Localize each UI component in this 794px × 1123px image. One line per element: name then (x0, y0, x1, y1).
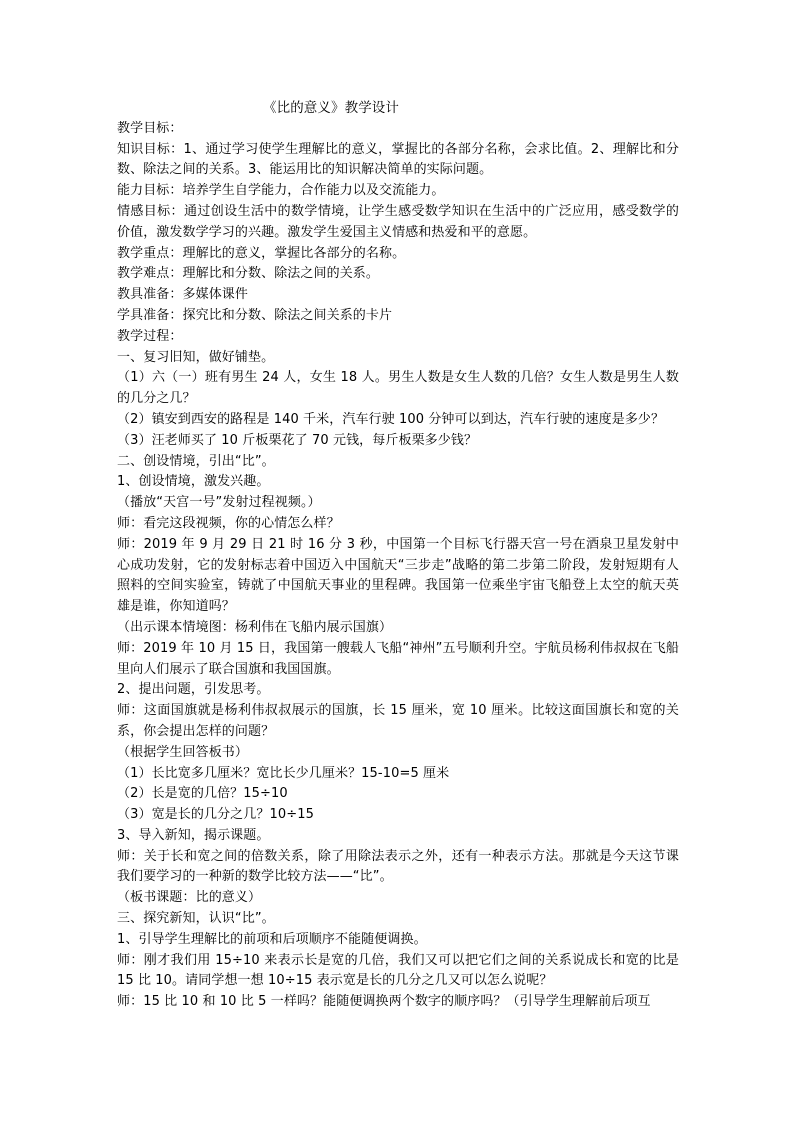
paragraph-line: 一、复习旧知，做好铺垫。 (117, 349, 275, 365)
paragraph-line: （1）六（一）班有男生 24 人，女生 18 人。男生人数是女生人数的几倍？女生人数是男生人数的几分之几？ (117, 370, 679, 407)
document-title: 《比的意义》教学设计 (263, 100, 399, 116)
paragraph-line: 1、引导学生理解比的前项和后项顺序不能随便调换。 (117, 931, 427, 947)
paragraph-line: 三、探究新知，认识“比”。 (117, 911, 275, 927)
paragraph-line: （出示课本情境图：杨利伟在飞船内展示国旗） (117, 619, 393, 635)
paragraph-line: （3）宽是长的几分之几？10÷15 (117, 807, 314, 823)
paragraph-line: 二、创设情境，引出“比”。 (117, 453, 275, 469)
paragraph-line: 师：关于长和宽之间的倍数关系，除了用除法表示之外，还有一种表示方法。那就是今天这节课我们要学习的一种新的数学比较方法——“比”。 (117, 848, 679, 885)
paragraph-line: 师：这面国旗就是杨利伟叔叔展示的国旗，长 15 厘米，宽 10 厘米。比较这面国旗长和宽的关系，你会提出怎样的问题？ (117, 703, 679, 739)
paragraph-line: 师：刚才我们用 15÷10 来表示长是宽的几倍，我们又可以把它们之间的关系说成长和宽的比是 15 比 10。请同学想一想 10÷15 表示宽是长的几分之几又可以怎么说呢？ (117, 952, 679, 989)
paragraph-line: 学具准备：探究比和分数、除法之间关系的卡片 (117, 307, 393, 323)
paragraph-line: 师：2019 年 10 月 15 日，我国第一艘载人飞船“神州”五号顺利升空。宇航员杨利伟叔叔在飞船里向人们展示了联合国旗和我国国旗。 (117, 640, 679, 677)
paragraph-line: 教学重点：理解比的意义，掌握比各部分的名称。 (117, 245, 406, 261)
paragraph-line: 师：15 比 10 和 10 比 5 一样吗？能随便调换两个数字的顺序吗？（引导学生理解前后项互 (117, 994, 651, 1010)
document-body (117, 98, 679, 1013)
paragraph-line: 1、创设情境，激发兴趣。 (117, 474, 270, 490)
paragraph-line: 教学难点：理解比和分数、除法之间的关系。 (117, 266, 380, 282)
paragraph-line: 能力目标：培养学生自学能力，合作能力以及交流能力。 (117, 183, 445, 199)
paragraph-line: 教学过程： (117, 328, 183, 344)
paragraph-line: 教学目标： (117, 120, 183, 136)
paragraph-line: 师：看完这段视频，你的心情怎么样？ (117, 515, 340, 531)
paragraph-line: 情感目标：通过创设生活中的数学情境，让学生感受数学知识在生活中的广泛应用，感受数学的价值，激发数学学习的兴趣。激发学生爱国主义情感和热爱和平的意愿。 (117, 203, 679, 240)
paragraph-line: （1）长比宽多几厘米？宽比长少几厘米？15-10=5 厘米 (117, 765, 450, 781)
paragraph-line: 知识目标：1、通过学习使学生理解比的意义，掌握比的各部分名称，会求比值。2、理解比和分数、除法之间的关系。3、能运用比的知识解决简单的实际问题。 (117, 141, 679, 178)
paragraph-line: 师：2019 年 9 月 29 日 21 时 16 分 3 秒，中国第一个目标飞行器天宫一号在酒泉卫星发射中心成功发射，它的发射标志着中国迈入中国航天“三步走”战略的第二步第二阶段，发射短期有人照料的空间实验室，铸就了中国航天事业的里程碑。我国第一位乘坐宇宙飞船登上太空的航天英雄是谁，你知道吗？ (117, 536, 679, 615)
paragraph-line: 3、导入新知，揭示课题。 (117, 827, 270, 843)
paragraph-line: （播放“天宫一号”发射过程视频。） (117, 495, 321, 511)
paragraph-line: 2、提出问题，引发思考。 (117, 682, 270, 698)
paragraph-line: （板书课题：比的意义） (117, 890, 262, 906)
paragraph-line: （3）汪老师买了 10 斤板栗花了 70 元钱，每斤板栗多少钱？ (117, 432, 478, 448)
paragraph-line: （2）镇安到西安的路程是 140 千米，汽车行驶 100 分钟可以到达，汽车行驶的速度是多少？ (117, 411, 665, 427)
paragraph-line: （2）长是宽的几倍？15÷10 (117, 786, 288, 802)
paragraph-line: 教具准备：多媒体课件 (117, 287, 249, 303)
paragraph-line: （根据学生回答板书） (117, 744, 249, 760)
